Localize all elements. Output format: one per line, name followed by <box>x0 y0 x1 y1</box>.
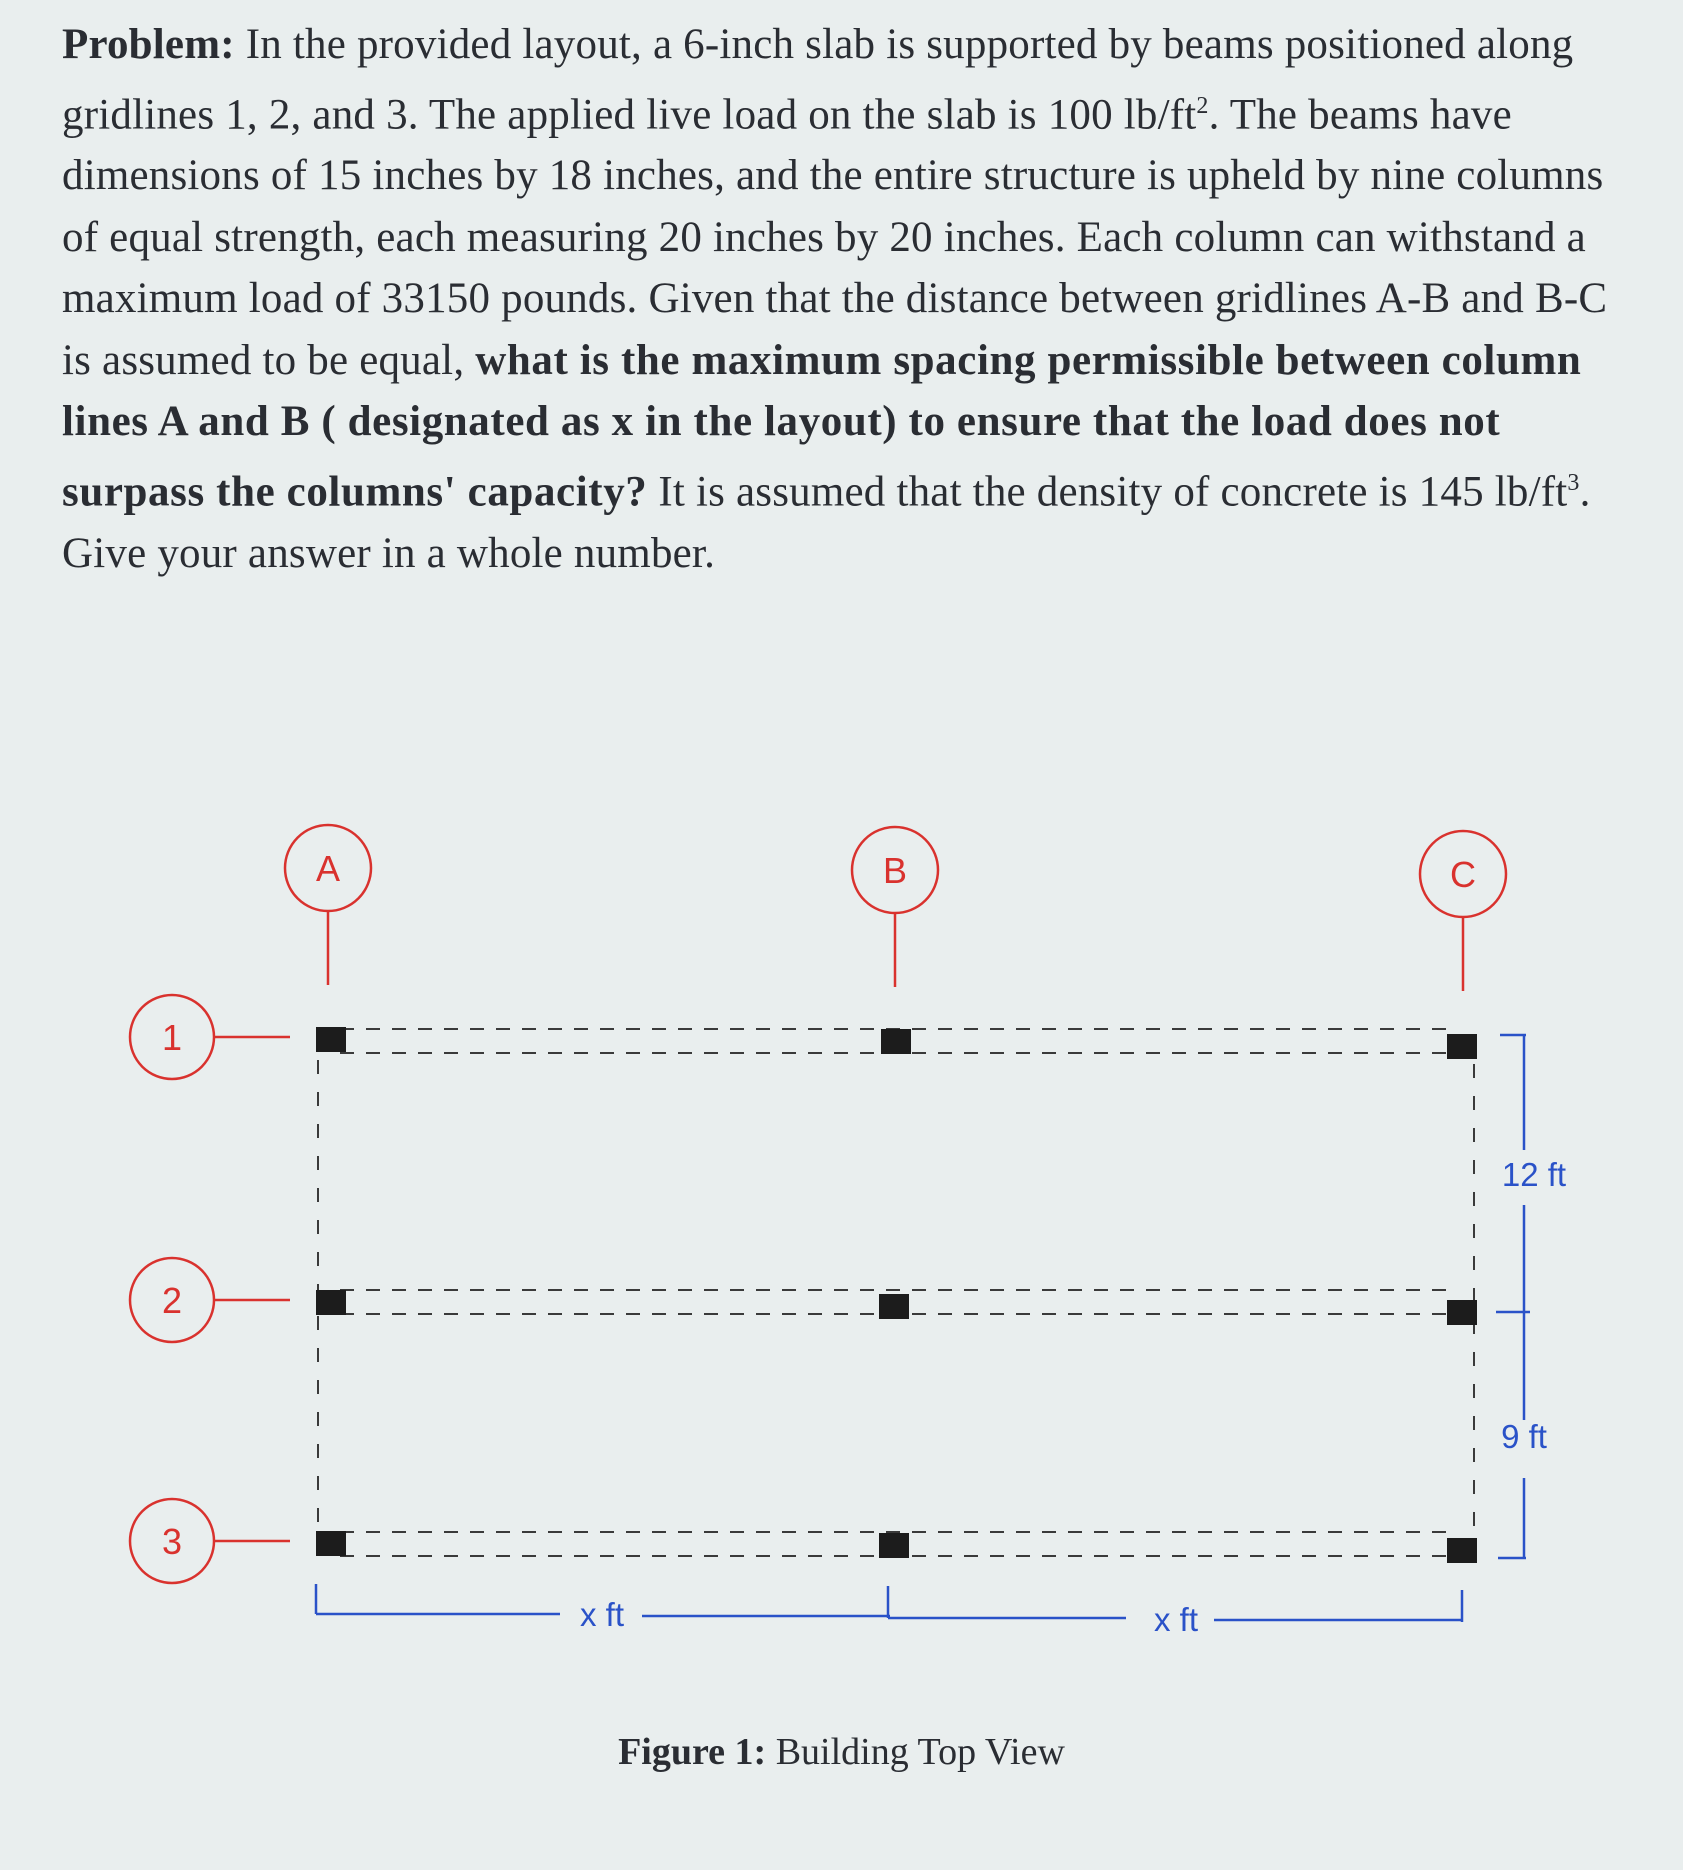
column-a1 <box>316 1027 346 1052</box>
problem-lead: Problem: <box>62 21 235 68</box>
row-line-3-label: 3 <box>161 1521 183 1562</box>
dimension-9ft: 9 ft <box>1501 1418 1547 1455</box>
figure-caption <box>0 1730 1683 1774</box>
row-line-1-label: 1 <box>161 1017 183 1058</box>
vertical-dimensions <box>1496 1035 1530 1558</box>
column-c2 <box>1447 1300 1477 1325</box>
dimension-x-bc: x ft <box>1153 1601 1199 1638</box>
problem-text-2: . The beams have dimensions of 15 inches by 18 inches, and the entire structure is upheld by nine columns of equal strength, each measuring 20 inches by 20 inches. Each column can withstand a maximum load of 33150 pounds. Given that the distance between gridlines A-B and B-C is assumed to be equal, <box>62 90 1608 384</box>
column-line-a-label: A <box>315 848 341 889</box>
problem-sup-squared: 2 <box>1196 92 1209 119</box>
dimension-12ft: 12 ft <box>1501 1156 1567 1193</box>
problem-text-4: . Give your answer in a whole number. <box>62 468 1591 577</box>
column-c1 <box>1447 1034 1477 1059</box>
figure-caption-text: Building Top View <box>766 1731 1065 1773</box>
row-line-1 <box>130 995 290 1079</box>
column-line-c <box>1420 831 1506 991</box>
row-line-3 <box>130 1499 290 1583</box>
columns <box>316 1027 1477 1563</box>
row-line-2-label: 2 <box>161 1280 183 1321</box>
beams <box>318 1029 1474 1556</box>
problem-text-1: In the provided layout, a 6-inch slab is supported by beams positioned along gridlines 1, 2, and 3. The applied live load on the slab is 100 lb/ft <box>62 21 1574 138</box>
horizontal-dimensions <box>316 1584 1462 1622</box>
column-line-c-label: C <box>1450 854 1476 895</box>
column-c3 <box>1447 1538 1477 1563</box>
problem-question: what is the maximum spacing permissible between column lines A and B ( designated as x in the layout) to ensure that the load does not surpass the columns' capacity? <box>62 336 1582 516</box>
dimension-x-ab: x ft <box>579 1596 625 1633</box>
column-b2 <box>879 1294 909 1319</box>
problem-text-3: It is assumed that the density of concrete is 145 lb/ft <box>647 468 1568 516</box>
column-line-b <box>852 827 938 987</box>
row-line-2 <box>130 1258 290 1342</box>
column-b1 <box>881 1029 911 1054</box>
column-a3 <box>316 1531 346 1556</box>
problem-sup-cubed: 3 <box>1567 469 1580 496</box>
column-b3 <box>879 1533 909 1558</box>
column-line-a <box>285 825 371 985</box>
column-line-b-label: B <box>882 850 908 891</box>
column-a2 <box>316 1290 346 1315</box>
figure-caption-label: Figure 1: <box>618 1731 767 1773</box>
